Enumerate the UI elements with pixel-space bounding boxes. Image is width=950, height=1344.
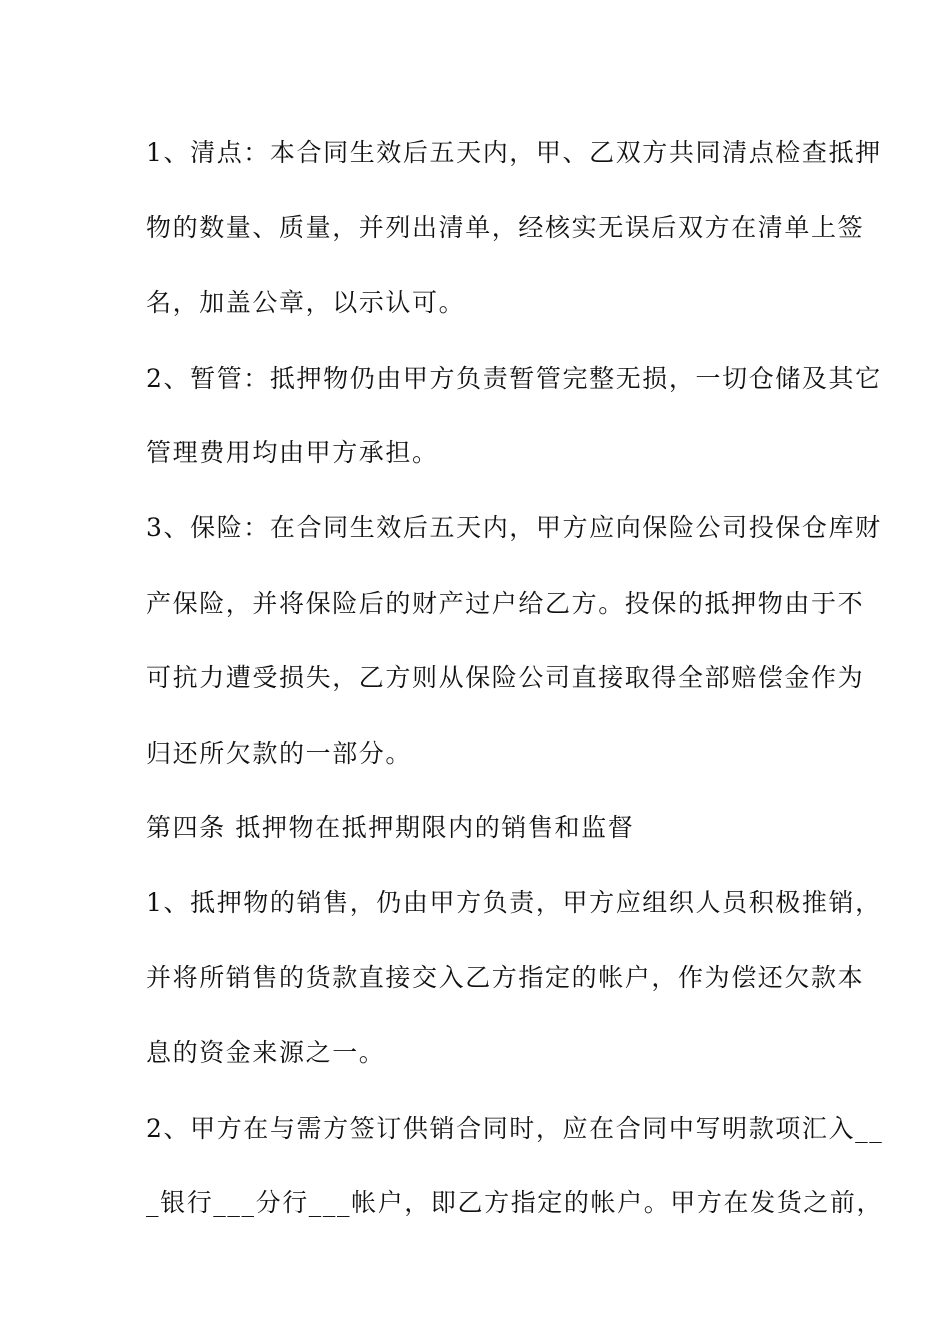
text-line: 息的资金来源之一。 [146,1038,386,1067]
text-line: 归还所欠款的一部分。 [146,739,413,768]
text-line: 2、暂管：抵押物仍由甲方负责暂管完整无损，一切仓储及其它 [146,364,882,393]
section-heading: 第四条 抵押物在抵押期限内的销售和监督 [146,813,635,842]
text-line: 2、甲方在与需方签订供销合同时，应在合同中写明款项汇入__ [146,1114,884,1143]
text-line: _银行___分行___帐户，即乙方指定的帐户。甲方在发货之前， [146,1188,884,1217]
text-line: 3、保险：在合同生效后五天内，甲方应向保险公司投保仓库财 [146,513,882,542]
text-line: 名，加盖公章，以示认可。 [146,288,466,317]
text-line: 物的数量、质量，并列出清单，经核实无误后双方在清单上签 [146,213,865,242]
text-line: 1、抵押物的销售，仍由甲方负责，甲方应组织人员积极推销， [146,888,882,917]
text-line: 产保险，并将保险后的财产过户给乙方。投保的抵押物由于不 [146,589,865,618]
text-line: 可抗力遭受损失，乙方则从保险公司直接取得全部赔偿金作为 [146,663,865,692]
text-line: 并将所销售的货款直接交入乙方指定的帐户，作为偿还欠款本 [146,963,865,992]
text-line: 1、清点：本合同生效后五天内，甲、乙双方共同清点检查抵押 [146,138,882,167]
text-line: 管理费用均由甲方承担。 [146,438,439,467]
